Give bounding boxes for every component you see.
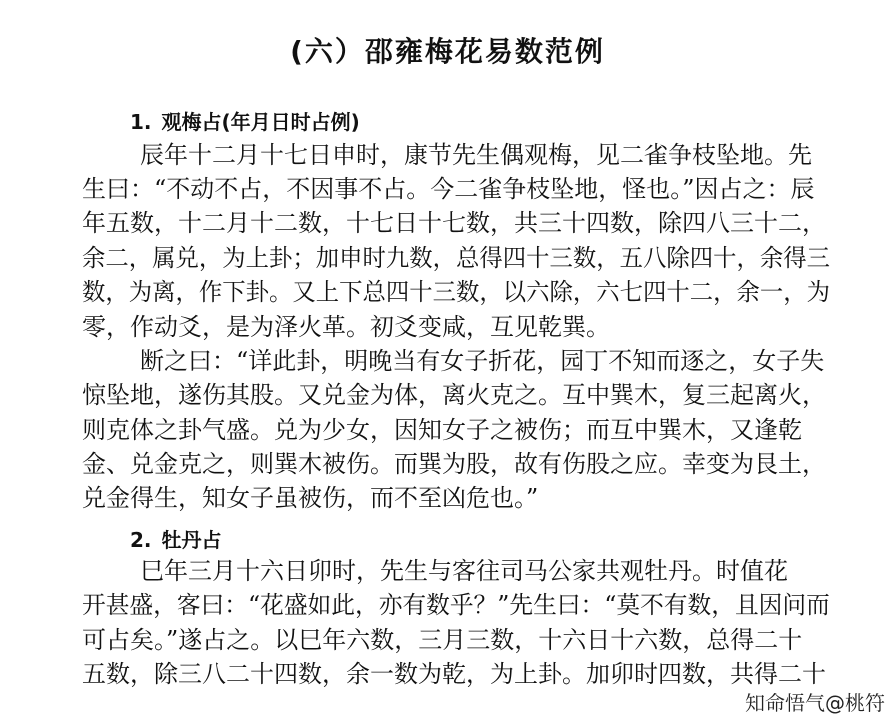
section-title: 观梅占(年月日时占例) bbox=[161, 110, 360, 134]
section-title: 牡丹占 bbox=[161, 528, 222, 552]
text-line: 余二，属兑，为上卦；加申时九数，总得四十三数，五八除四十，余得三 bbox=[82, 244, 830, 272]
section-number: 2. bbox=[130, 528, 152, 552]
text-line: 生曰：“不动不占，不因事不占。今二雀争枝坠地，怪也。”因占之：辰 bbox=[82, 175, 815, 203]
text-line: 金、兑金克之，则巽木被伤。而巽为股，故有伤股之应。幸变为艮土， bbox=[82, 450, 826, 478]
section-heading-2 bbox=[130, 524, 222, 553]
watermark: 知命悟气@桃符 bbox=[745, 691, 885, 715]
text-line: 兑金得生，知女子虽被伤，而不至凶危也。” bbox=[82, 484, 539, 512]
text-line: 则克体之卦气盛。兑为少女，因知女子之被伤；而互中巽木，又逢乾 bbox=[82, 416, 802, 444]
text-line: 年五数，十二月十二数，十七日十七数，共三十四数，除四八三十二， bbox=[82, 209, 826, 237]
text-line: 辰年十二月十七日申时，康节先生偶观梅，见二雀争枝坠地。先 bbox=[140, 141, 812, 169]
text-line: 惊坠地，遂伤其股。又兑金为体，离火克之。互中巽木，复三起离火， bbox=[82, 381, 826, 409]
text-line: 数，为离，作下卦。又上下总四十三数，以六除，六七四十二，余一，为 bbox=[82, 278, 830, 306]
text-line: 断之曰：“详此卦，明晚当有女子折花，园丁不知而逐之，女子失 bbox=[140, 347, 825, 375]
text-line: 五数，除三八二十四数，余一数为乾，为上卦。加卯时四数，共得二十 bbox=[82, 660, 826, 688]
section-heading-1 bbox=[130, 106, 360, 135]
text-line: 可占矣。”遂占之。以巳年六数，三月三数，十六日十六数，总得二十 bbox=[82, 626, 803, 654]
text-line: 开甚盛，客曰：“花盛如此，亦有数乎？”先生曰：“莫不有数，且因问而 bbox=[82, 591, 830, 619]
section-number: 1. bbox=[130, 110, 152, 134]
page-title: (六）邵雍梅花易数范例 bbox=[290, 35, 605, 68]
text-line: 巳年三月十六日卯时，先生与客往司马公家共观牡丹。时值花 bbox=[140, 557, 788, 585]
text-line: 零，作动爻，是为泽火革。初爻变咸，互见乾巽。 bbox=[82, 313, 610, 341]
